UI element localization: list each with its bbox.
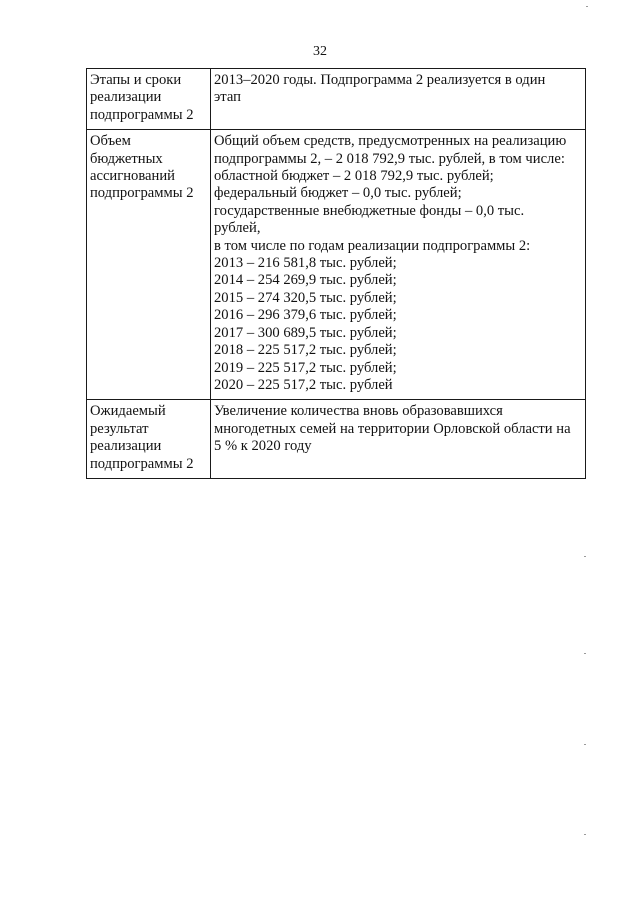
- label-line: реализации: [90, 89, 162, 106]
- value-line: 2017 – 300 689,5 тыс. рублей;: [214, 324, 397, 341]
- label-line: Объем: [90, 133, 131, 150]
- row-value-budget-allocations: [211, 130, 586, 400]
- value-line: 5 % к 2020 году: [214, 438, 312, 455]
- scan-mark: [586, 6, 588, 7]
- value-line: 2013–2020 годы. Подпрограмма 2 реализуется в один: [214, 72, 546, 88]
- value-line: 2019 – 225 517,2 тыс. рублей;: [214, 359, 397, 376]
- row-label-budget-allocations: [87, 130, 211, 400]
- value-line: этап: [214, 89, 241, 106]
- scan-mark: [584, 653, 586, 654]
- value-line: областной бюджет – 2 018 792,9 тыс. рублей;: [214, 168, 494, 185]
- value-line: 2013 – 216 581,8 тыс. рублей;: [214, 255, 397, 272]
- scan-mark: [584, 556, 586, 557]
- value-line: многодетных семей на территории Орловской области на: [214, 420, 571, 437]
- value-line: федеральный бюджет – 0,0 тыс. рублей;: [214, 185, 462, 202]
- value-line: Увеличение количества вновь образовавшихся: [214, 403, 503, 420]
- label-line: бюджетных: [90, 150, 163, 167]
- label-line: результат: [90, 420, 149, 437]
- label-line: Этапы и сроки: [90, 72, 182, 88]
- scan-mark: [584, 834, 586, 835]
- value-line: 2015 – 274 320,5 тыс. рублей;: [214, 289, 397, 306]
- label-line: ассигнований: [90, 168, 175, 185]
- value-line: подпрограммы 2, – 2 018 792,9 тыс. рублей, в том числе:: [214, 150, 565, 167]
- label-line: реализации: [90, 438, 162, 455]
- value-line: рублей,: [214, 220, 261, 237]
- label-line: Ожидаемый: [90, 403, 166, 420]
- value-line: 2018 – 225 517,2 тыс. рублей;: [214, 342, 397, 359]
- page-number: 32: [313, 44, 327, 59]
- row-value-stages-and-terms: [211, 69, 586, 130]
- label-line: подпрограммы 2: [90, 185, 194, 202]
- value-line: 2014 – 254 269,9 тыс. рублей;: [214, 272, 397, 289]
- scan-mark: [584, 744, 586, 745]
- row-label-expected-result: [87, 400, 211, 479]
- subprogram-passport-table: [86, 68, 586, 479]
- table-row-expected-result: [87, 400, 586, 479]
- value-line: 2020 – 225 517,2 тыс. рублей: [214, 376, 393, 393]
- label-line: подпрограммы 2: [90, 455, 194, 472]
- value-line: в том числе по годам реализации подпрограммы 2:: [214, 237, 531, 254]
- value-line: государственные внебюджетные фонды – 0,0 тыс.: [214, 202, 525, 219]
- label-line: подпрограммы 2: [90, 106, 194, 123]
- value-line: 2016 – 296 379,6 тыс. рублей;: [214, 307, 397, 324]
- row-value-expected-result: [211, 400, 586, 479]
- row-label-stages-and-terms: [87, 69, 211, 130]
- value-line: Общий объем средств, предусмотренных на реализацию: [214, 133, 567, 150]
- table-row-budget-allocations: [87, 130, 586, 400]
- table-row-stages-and-terms: [87, 69, 586, 130]
